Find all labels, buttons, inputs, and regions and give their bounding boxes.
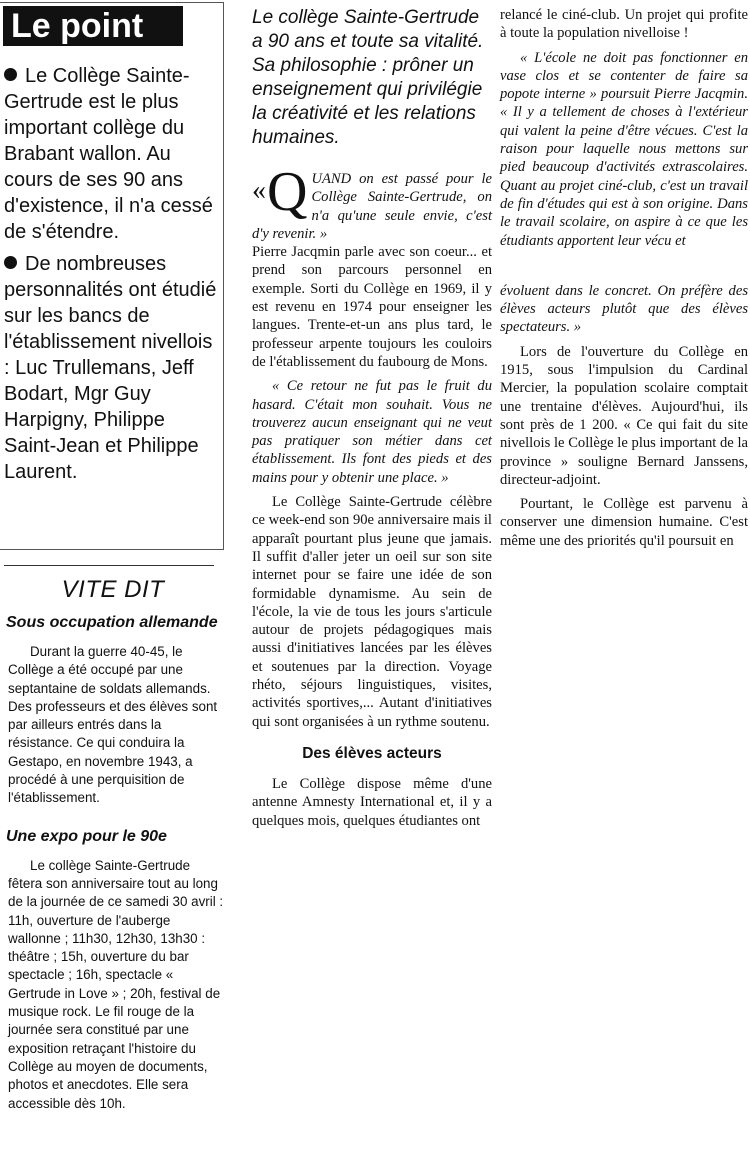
- article-subheading: Des élèves acteurs: [302, 744, 442, 762]
- article-paragraph: Lors de l'ouverture du Collège en 1915, sous l'impulsion du Cardinal Mercier, la population scolaire comptait une trentaine d'élèves. Aujourd'hui, ils sont près de 1 200. « Ce qui fait du site nivellois le Collège le plus important de la province » souligne Bernard Janssens, directeur-adjoint.: [500, 343, 748, 488]
- lead-guillemet: «: [252, 175, 266, 206]
- article-intro: Le collège Sainte-Gertrude a 90 ans et toute sa vitalité. Sa philosophie : prôner un enseignement qui privilégie la créativité et les relations humaines.: [252, 7, 484, 148]
- column-gap: [500, 250, 748, 282]
- bullet-icon: [4, 256, 17, 269]
- brief-heading: Sous occupation allemande: [6, 614, 218, 631]
- lead-quote: UAND on est passé pour le Collège Sainte-Gertrude, on n'a qu'une seule envie, c'est d'y revenir. »: [252, 171, 492, 242]
- article-paragraph: Pierre Jacqmin parle avec son coeur... et prend son parcours personnel en exemple. Sorti du Collège en 1969, il y est revenu en 1974 pour enseigner les langues. Trente-et-un ans plus tard, le professeur arpente toujours les couloirs de l'établissement du faubourg de Mons.: [252, 244, 492, 370]
- le-point-box: [0, 2, 224, 550]
- le-point-title: Le point: [3, 6, 183, 46]
- vite-dit-title: VITE DIT: [61, 576, 165, 603]
- le-point-item: Le Collège Sainte-Gertrude est le plus important collège du Brabant wallon. Au cours de ses 90 ans d'existence, il n'a cessé de s'étendre.: [4, 65, 213, 243]
- brief-text: Le collège Sainte-Gertrude fêtera son anniversaire tout au long de la journée de ce samedi 30 avril : 11h, ouverture de l'auberge wallonne ; 11h30, 12h30, 13h30 : théâtre ; 15h, ouverture du bar spectacle ; 16h, spectacle « Gertrude in Love » ; 20h, festival de musique rock. Le fil rouge de la journée sera constitué par une exposition retraçant l'histoire du Collège au moyen de documents, photos et anecdotes. Elle sera accessible dès 10h.: [8, 857, 224, 1111]
- article-quote: évoluent dans le concret. On préfère des élèves acteurs plutôt que des élèves spectateurs. »: [500, 282, 748, 336]
- article-paragraph: relancé le ciné-club. Un projet qui profite à toute la population nivelloise !: [500, 7, 748, 42]
- article-paragraph: Pourtant, le Collège est parvenu à conserver une dimension humaine. C'est même une des priorités qu'il poursuit en: [500, 496, 748, 549]
- article-column-middle: [252, 6, 492, 830]
- le-point-item: De nombreuses personnalités ont étudié sur les bancs de l'établissement nivellois : Luc Trullemans, Jeff Bodart, Mgr Guy Harpigny, Philippe Saint-Jean et Philippe Laurent.: [4, 253, 217, 483]
- article-paragraph: Le Collège dispose même d'une antenne Amnesty International et, il y a quelques mois, quelques étudiantes ont: [252, 775, 492, 829]
- article-quote: « Ce retour ne fut pas le fruit du hasard. C'était mon souhait. Vous ne trouverez aucun enseignant qui ne veut pas pratiquer son métier dans cet établissement. Ils font des pieds et des mains pour y obtenir une place. »: [252, 378, 492, 486]
- drop-cap: Q: [267, 161, 308, 223]
- vite-dit-section: [0, 565, 226, 1131]
- brief-heading: Une expo pour le 90e: [6, 827, 167, 845]
- divider: [4, 565, 214, 566]
- bullet-icon: [4, 68, 17, 81]
- brief-text: Durant la guerre 40-45, le Collège a été occupé par une septantaine de soldats allemands. Des professeurs et des élèves sont par ailleurs entrés dans la résistance. Ce qui conduira la Gestapo, en novembre 1943, a procédé à une perquisition de l'établissement.: [8, 644, 218, 806]
- le-point-body: [4, 63, 222, 491]
- article-quote: « L'école ne doit pas fonctionner en vase clos et se contenter de faire sa popote interne » poursuit Pierre Jacqmin. « Il y a tellement de choses à l'extérieur qui valent la peine d'être vécues. C'est la raison pour laquelle nous mettons sur pied beaucoup d'activités extrascolaires. Quant au projet ciné-club, c'est un travail de fin d'études qui est à son origine. Dans le travail scolaire, on aspire à ce que les étudiants apportent leur vécu et: [500, 49, 748, 249]
- article-column-right: [500, 6, 748, 550]
- article-lead: [252, 161, 492, 243]
- article-paragraph: Le Collège Sainte-Gertrude célèbre ce week-end son 90e anniversaire mais il apparaît pourtant plus jeune que jamais. Il suffit d'aller jeter un oeil sur son site internet pour se faire une idée de son formidable dynamisme. Au sein de l'école, la vie de tous les jours s'articule autour de projets pédagogiques mais aussi d'initiatives lancées par les élèves et soutenues par la direction. Voyage rhéto, séjours linguistiques, visites, activités sportives,... Autant d'initiatives qui sont organisées à un rythme soutenu.: [252, 494, 492, 730]
